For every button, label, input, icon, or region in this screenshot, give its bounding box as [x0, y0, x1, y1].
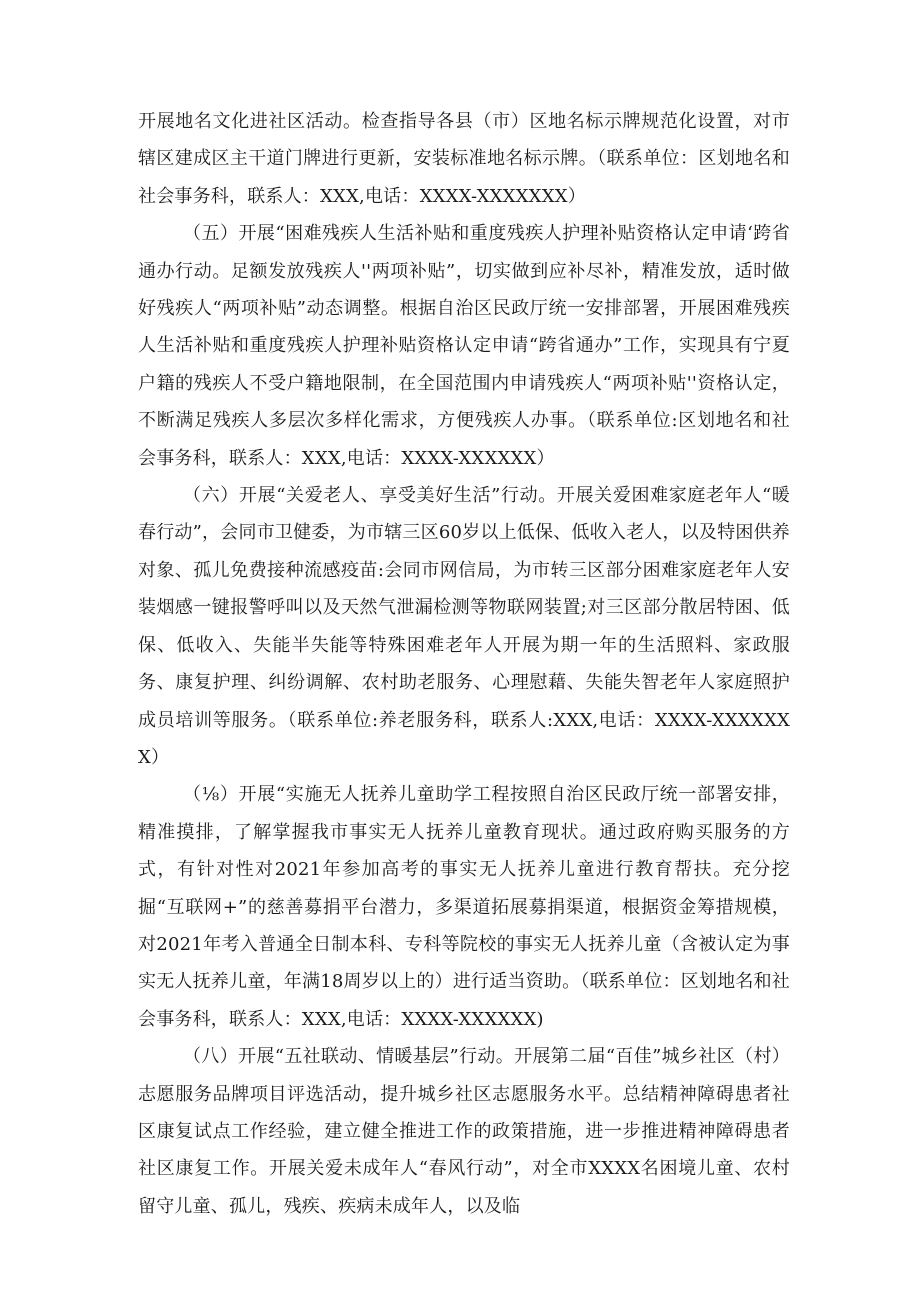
document-body	[138, 103, 790, 1225]
paragraph-child-education-aid: （⅛）开展“实施无人抚养儿童助学工程按照自治区民政厅统一部署安排，精准摸排，了解掌握我市事实无人抚养儿童教育现状。通过政府购买服务的方式，有针对性对2021年参加高考的事实无人抚养儿童进行教育帮扶。充分挖掘“互联网+”的慈善募捐平台潜力，多渠道拓展募捐渠道，根据资金筹措规模，对2021年考入普通全日制本科、专科等院校的事实无人抚养儿童（含被认定为事实无人抚养儿童，年满18周岁以上的）进行适当资助。（联系单位：区划地名和社会事务科，联系人：XXX,电话：XXXX-XXXXXX)	[138, 784, 790, 1030]
paragraph-disability-subsidy: （五）开展“困难残疾人生活补贴和重度残疾人护理补贴资格认定申请‘跨省通办行动。足额发放残疾人''两项补贴”，切实做到应补尽补，精准发放，适时做好残疾人“两项补贴”动态调整。根据自治区民政厅统一安排部署，开展困难残疾人生活补贴和重度残疾人护理补贴资格认定申请“跨省通办”工作，实现具有宁夏户籍的残疾人不受户籍地限制，在全国范围内申请残疾人“两项补贴''资格认定，不断满足残疾人多层次多样化需求，方便残疾人办事。（联系单位:区划地名和社会事务科，联系人：XXX,电话：XXXX-XXXXXX）	[138, 223, 790, 469]
paragraph-community-linkage: （八）开展“五社联动、情暖基层”行动。开展第二届“百佳”城乡社区（村）志愿服务品牌项目评选活动，提升城乡社区志愿服务水平。总结精神障碍患者社区康复试点工作经验，建立健全推进工作的政策措施，进一步推进精神障碍患者社区康复工作。开展关爱未成年人“春风行动”，对全市XXXX名困境儿童、农村留守儿童、孤儿，残疾、疾病未成年人，以及临	[138, 1046, 790, 1217]
paragraph-elderly-care: （六）开展“关爱老人、享受美好生活”行动。开展关爱困难家庭老年人“暖春行动”，会同市卫健委，为市辖三区60岁以上低保、低收入老人，以及特困供养对象、孤儿免费接种流感疫苗:会同市网信局，为市转三区部分困难家庭老年人安装烟感一键报警呼叫以及天然气泄漏检测等物联网装置;对三区部分散居特困、低保、低收入、失能半失能等特殊困难老年人开展为期一年的生活照料、家政服务、康复护理、纠纷调解、农村助老服务、心理慰藉、失能失智老年人家庭照护成员培训等服务。（联系单位:养老服务科，联系人:XXX,电话：XXXX-XXXXXXX）	[138, 485, 790, 768]
paragraph-address-signage: 开展地名文化进社区活动。检查指导各县（市）区地名标示牌规范化设置，对市辖区建成区主干道门牌进行更新，安装标准地名标示牌。（联系单位：区划地名和社会事务科，联系人：XXX,电话：XXXX-XXXXXXX）	[138, 111, 790, 207]
